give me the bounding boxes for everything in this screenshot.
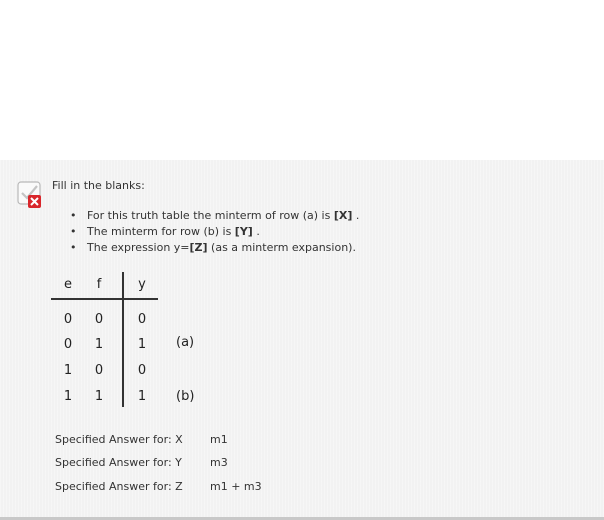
blank-x: [X] xyxy=(333,209,353,222)
table-cell: 1 xyxy=(94,337,104,352)
bullet-text: . xyxy=(252,225,260,238)
answer-label-z: Specified Answer for: Z xyxy=(55,480,183,493)
table-cell: 0 xyxy=(137,363,147,378)
answer-value-z: m1 + m3 xyxy=(210,480,262,493)
table-header-rule xyxy=(51,298,158,300)
table-cell: 1 xyxy=(63,389,73,404)
table-cell: 0 xyxy=(94,363,104,378)
table-cell: 0 xyxy=(63,337,73,352)
table-cell: 1 xyxy=(137,389,147,404)
bullet-text: . xyxy=(352,209,360,222)
bullet-text: For this truth table the minterm of row (a) is xyxy=(87,209,334,222)
bullet-text: The minterm for row (b) is xyxy=(87,225,235,238)
answer-value-x: m1 xyxy=(210,433,228,446)
bullet-item xyxy=(70,208,359,224)
row-label-a: (a) xyxy=(176,335,195,350)
table-cell: 1 xyxy=(137,337,147,352)
blank-y: [Y] xyxy=(234,225,253,238)
table-cell: 1 xyxy=(94,389,104,404)
answer-label-y: Specified Answer for: Y xyxy=(55,456,182,469)
row-label-b: (b) xyxy=(176,389,195,404)
table-header: y xyxy=(138,277,146,292)
table-output-rule xyxy=(122,272,124,407)
table-cell: 1 xyxy=(63,363,73,378)
table-cell: 0 xyxy=(94,312,104,327)
question-prompt: Fill in the blanks: xyxy=(52,179,145,192)
incorrect-icon xyxy=(16,180,44,210)
table-cell: 0 xyxy=(63,312,73,327)
answer-label-x: Specified Answer for: X xyxy=(55,433,183,446)
answer-value-y: m3 xyxy=(210,456,228,469)
question-bullets xyxy=(70,208,359,256)
table-header: f xyxy=(96,277,102,292)
bullet-text: The expression y= xyxy=(87,241,190,254)
blank-z: [Z] xyxy=(189,241,208,254)
table-cell: 0 xyxy=(137,312,147,327)
bullet-text: (as a minterm expansion). xyxy=(207,241,356,254)
bullet-item xyxy=(70,240,359,256)
table-header: e xyxy=(64,277,72,292)
bullet-item xyxy=(70,224,359,240)
